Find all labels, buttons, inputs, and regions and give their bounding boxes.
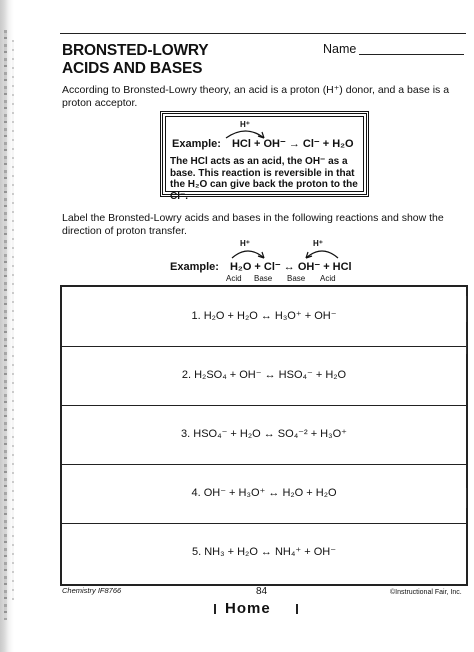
reaction-equation: 4. OH⁻ + H₃O⁺ ↔ H₂O + H₂O [191,487,337,499]
name-blank-line[interactable] [359,54,464,55]
page-label-bar-right [296,604,298,614]
example2-label: Example: [170,261,219,273]
role-label: Acid [320,274,336,283]
role-label: Base [254,274,273,283]
reaction-equation: 5. NH₃ + H₂O ↔ NH₄⁺ + OH⁻ [191,546,337,558]
instructions-text: Label the Bronsted-Lowry acids and bases in the following reactions and show the direction of proton transfer. [62,212,444,237]
example2-line [170,260,352,273]
name-label: Name [323,42,357,56]
proton-transfer-arrow-left [228,246,268,260]
proton-label: H⁺ [240,120,250,129]
intro-text: According to Bronsted-Lowry theory, an acid is a proton (H⁺) donor, and a base is a proton acceptor. [62,84,450,109]
binding-shadow [12,40,14,600]
reaction-row[interactable] [62,346,466,406]
page-number: 84 [256,586,268,597]
footer-publication: Chemistry IF8766 [62,586,122,595]
role-label: Acid [226,274,242,283]
reaction-row[interactable] [62,464,466,524]
binding-shadow [4,30,7,620]
example2-equation: H₂O + Cl⁻ ↔ OH⁻ + HCl [229,261,352,273]
example-label: Example: [172,138,221,150]
worksheet-title [62,42,208,78]
proton-transfer-arrow-right [302,246,342,260]
page-label: Home [225,600,271,617]
role-label: Base [287,274,306,283]
title-line-1: BRONSTED-LOWRY [62,42,209,59]
reaction-equation: 2. H₂SO₄ + OH⁻ ↔ HSO₄⁻ + H₂O [181,369,347,381]
reaction-row[interactable] [62,405,466,465]
example-note: The HCl acts as an acid, the OH⁻ as a base. This reaction is reversible in that the H₂O can give back the proton to the Cl⁻. [170,156,358,202]
reaction-row[interactable] [62,523,466,582]
example-equation: HCl + OH⁻ → Cl⁻ + H₂O [231,138,354,150]
margin-mark [466,488,467,508]
top-rule [60,33,466,34]
example-equation-line [172,137,354,150]
margin-mark [466,296,467,322]
footer-copyright: ©Instructional Fair, Inc. [390,589,462,596]
proton-label-left: H⁺ [240,239,250,248]
footer-rule [60,584,464,585]
page-label-bar-left [214,604,216,614]
title-line-2: ACIDS AND BASES [62,60,203,77]
margin-mark [466,340,467,354]
reaction-equation: 1. H₂O + H₂O ↔ H₃O⁺ + OH⁻ [191,310,337,322]
proton-label-right: H⁺ [313,239,323,248]
reaction-row[interactable] [62,287,466,347]
reaction-equation: 3. HSO₄⁻ + H₂O ↔ SO₄⁻² + H₃O⁺ [181,428,347,440]
reactions-table [60,285,468,586]
